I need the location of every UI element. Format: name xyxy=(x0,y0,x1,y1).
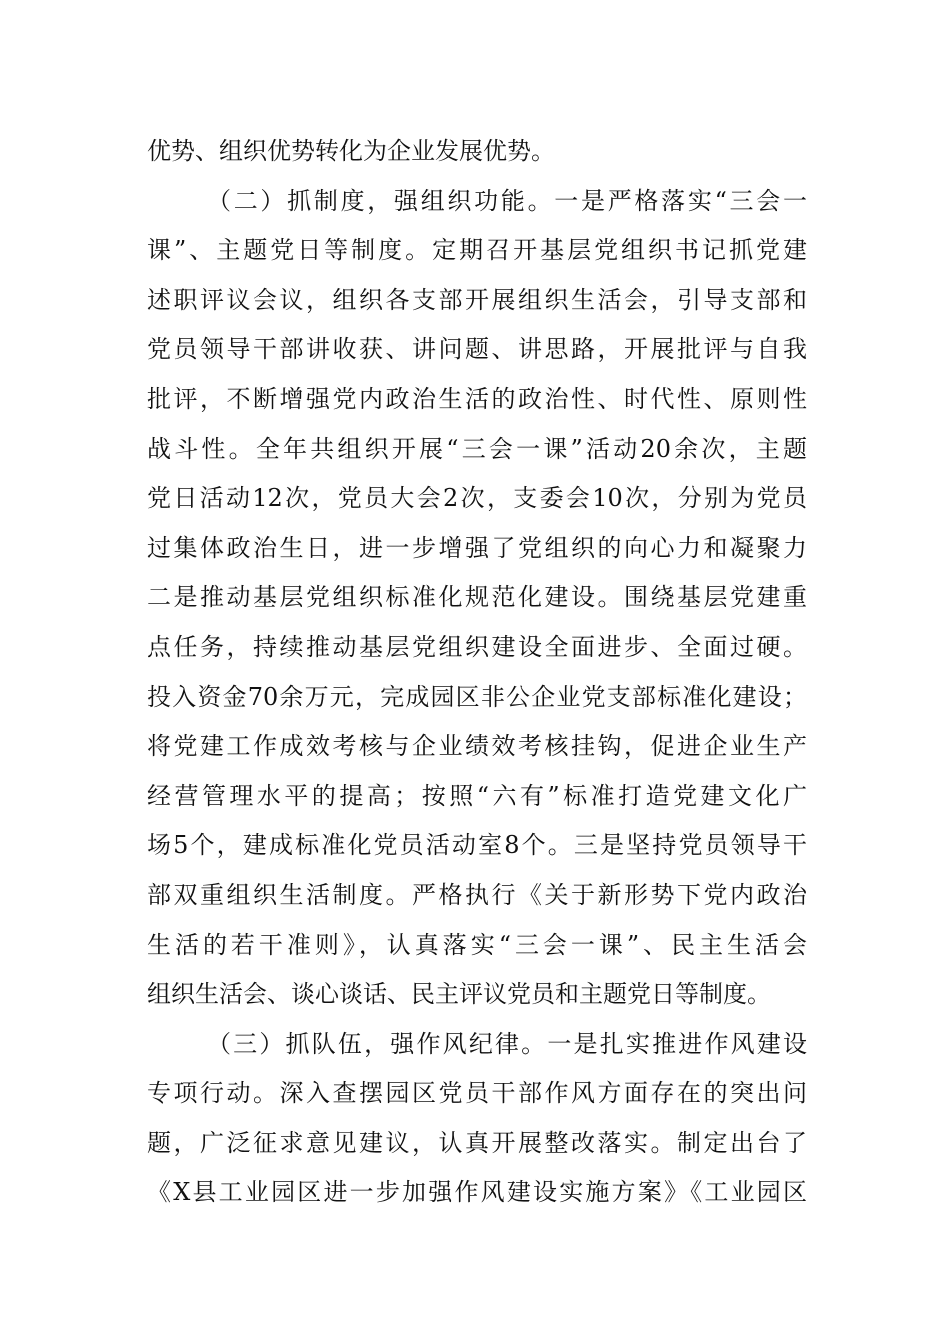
text-line: 战斗性。全年共组织开展“三会一课”活动20余次，主题 xyxy=(147,434,807,463)
text-line: 过集体政治生日，进一步增强了党组织的向心力和凝聚力 xyxy=(147,533,807,562)
text-line: 党日活动12次，党员大会2次，支委会10次，分别为党员 xyxy=(147,484,807,513)
text-line: 经营管理水平的提高；按照“六有”标准打造党建文化广 xyxy=(147,781,807,810)
text-line: 将党建工作成效考核与企业绩效考核挂钩，促进企业生产 xyxy=(147,732,807,761)
text-line: 场5个，建成标准化党员活动室8个。三是坚持党员领导干 xyxy=(147,831,807,860)
text-line: 课”、主题党日等制度。定期召开基层党组织书记抓党建 xyxy=(147,236,807,265)
text-line: 优势、组织优势转化为企业发展优势。 xyxy=(147,137,555,165)
text-line: 批评，不断增强党内政治生活的政治性、时代性、原则性 xyxy=(147,384,807,413)
text-line: 部双重组织生活制度。严格执行《关于新形势下党内政治 xyxy=(147,880,807,909)
text-line: （三）抓队伍，强作风纪律。一是扎实推进作风建设 xyxy=(207,1029,807,1058)
text-line: 二是推动基层党组织标准化规范化建设。围绕基层党建重 xyxy=(147,583,807,612)
text-line: 专项行动。深入查摆园区党员干部作风方面存在的突出问 xyxy=(147,1079,807,1108)
text-line: 投入资金70余万元，完成园区非公企业党支部标准化建设； xyxy=(147,682,807,711)
text-line: 党员领导干部讲收获、讲问题、讲思路，开展批评与自我 xyxy=(147,335,807,364)
text-line: 《X县工业园区进一步加强作风建设实施方案》《工业园区 xyxy=(147,1178,807,1207)
text-line: （二）抓制度，强组织功能。一是严格落实“三会一 xyxy=(207,186,807,215)
body-text xyxy=(147,127,807,1218)
text-line: 述职评议会议，组织各支部开展组织生活会，引导支部和 xyxy=(147,285,807,314)
text-line: 组织生活会、谈心谈话、民主评议党员和主题党日等制度。 xyxy=(147,980,771,1009)
text-line: 题，广泛征求意见建议，认真开展整改落实。制定出台了 xyxy=(147,1128,807,1157)
text-line: 点任务，持续推动基层党组织建设全面进步、全面过硬。 xyxy=(147,632,807,661)
text-line: 生活的若干准则》，认真落实“三会一课”、民主生活会 xyxy=(147,930,807,959)
